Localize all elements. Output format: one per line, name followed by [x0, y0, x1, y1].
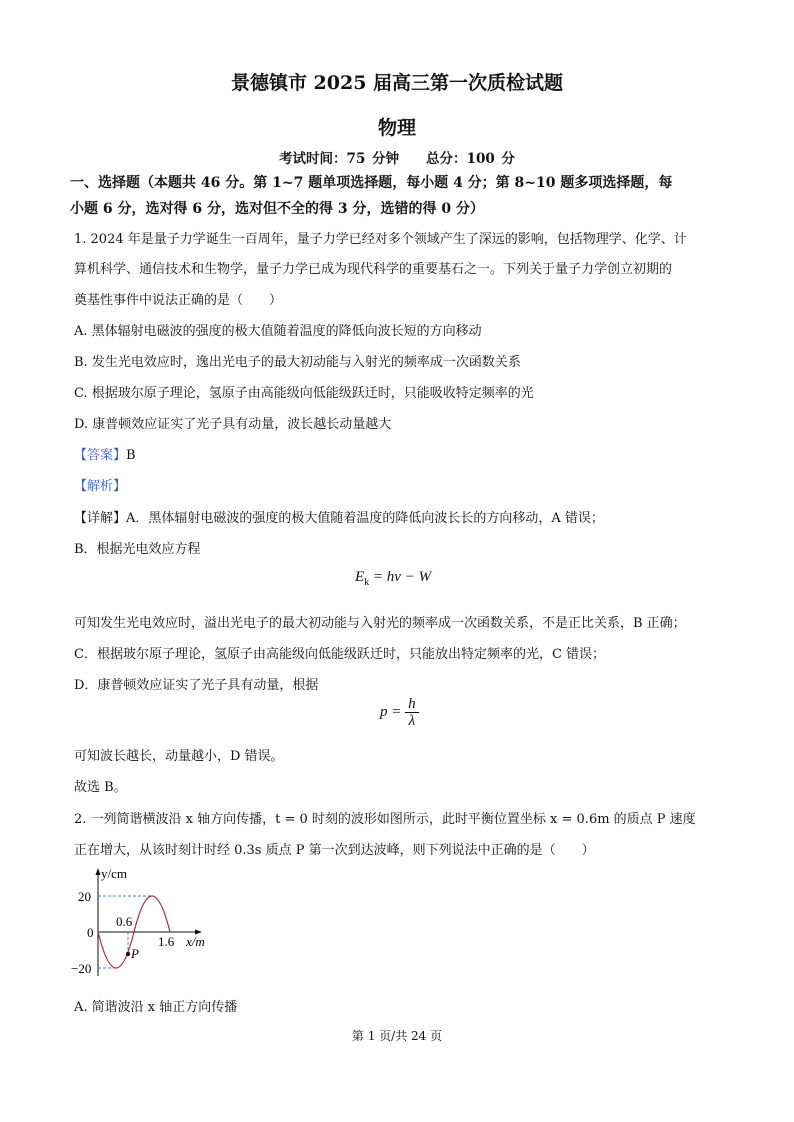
eq1-lhs: E	[355, 569, 365, 585]
detail-d2: 可知波长越长，动量越小，D 错误。	[74, 749, 284, 764]
detail-d: D．康普顿效应证实了光子具有动量，根据	[74, 678, 319, 693]
q1-stem-line1: 1. 2024 年是量子力学诞生一百周年，量子力学已经对多个领域产生了深远的影响，包括物理学、化学、计	[74, 232, 687, 247]
eq2-fraction	[405, 696, 419, 729]
equation-momentum	[380, 696, 419, 729]
eq1-subscript: k	[364, 577, 370, 588]
x-axis-label: x/m	[186, 934, 205, 949]
q1-stem-line2: 算机科学、通信技术和生物学，量子力学已成为现代科学的重要基石之一。下列关于量子力学创立初期的	[74, 262, 673, 277]
conclusion: 故选 B。	[74, 780, 127, 795]
detail-a: A．黑体辐射电磁波的强度的极大值随着温度的降低向波长长的方向移动，A 错误；	[126, 511, 604, 526]
eq1-rhs: = hν − W	[369, 569, 432, 585]
q2-option-a: A. 简谐波沿 x 轴正方向传播	[74, 1000, 238, 1015]
answer-label: 【答案】	[74, 448, 127, 463]
q1-option-b: B. 发生光电效应时，逸出光电子的最大初动能与入射光的频率成一次函数关系	[74, 355, 521, 370]
detail-label: 【详解】	[74, 511, 127, 526]
answer-row	[74, 444, 136, 463]
q1-option-d: D. 康普顿效应证实了光子具有动量，波长越长动量越大	[74, 417, 392, 432]
detail-c: C．根据玻尔原子理论，氢原子由高能级向低能级跃迁时，只能放出特定频率的光，C 错误；	[74, 647, 606, 662]
y-max-label: 20	[78, 889, 91, 904]
answer-value: B	[126, 448, 136, 463]
equation-photoelectric	[355, 569, 431, 588]
subject-title: 物理	[377, 117, 416, 139]
point-p	[126, 952, 130, 956]
point-p-label: P	[131, 946, 139, 961]
eq2-lhs: p =	[380, 704, 406, 720]
x-mark-1.6: 1.6	[158, 934, 175, 949]
x-mark-0.6: 0.6	[116, 914, 133, 929]
y-min-label: −20	[71, 961, 92, 976]
exam-title: 景德镇市 2025 届高三第一次质检试题	[230, 72, 564, 94]
q1-option-c: C. 根据玻尔原子理论，氢原子由高能级向低能级跃迁时，只能吸收特定频率的光	[74, 386, 534, 401]
wave-figure	[70, 864, 220, 982]
q2-stem-line2: 正在增大，从该时刻计时经 0.3s 质点 P 第一次到达波峰，则下列说法中正确的是（ ）	[74, 843, 595, 858]
q1-option-a: A. 黑体辐射电磁波的强度的极大值随着温度的降低向波长短的方向移动	[74, 324, 482, 339]
origin-label: 0	[87, 925, 94, 940]
section-heading-line1: 一、选择题（本题共 46 分。第 1~7 题单项选择题，每小题 4 分；第 8~10 题多项选择题，每	[70, 175, 673, 191]
page-footer: 第 1 页/共 24 页	[351, 1029, 443, 1043]
analysis-label: 【解析】	[74, 479, 127, 494]
q2-stem-line1: 2. 一列简谐横波沿 x 轴方向传播，t = 0 时刻的波形如图所示，此时平衡位置坐标 x = 0.6m 的质点 P 速度	[74, 812, 696, 827]
eq2-numerator: h	[405, 696, 419, 713]
detail-b: B．根据光电效应方程	[74, 542, 201, 557]
section-heading-line2: 小题 6 分，选对得 6 分，选对但不全的得 3 分，选错的得 0 分）	[70, 201, 484, 217]
detail-a-row	[74, 507, 604, 526]
exam-info: 考试时间：75 分钟 总分：100 分	[279, 151, 515, 167]
y-axis-arrow-icon	[96, 868, 101, 875]
q1-stem-line3: 奠基性事件中说法正确的是（ ）	[74, 293, 283, 308]
y-axis-label: y/cm	[101, 866, 127, 881]
detail-b2: 可知发生光电效应时，溢出光电子的最大初动能与入射光的频率成一次函数关系，不是正比关系，B 正确；	[74, 616, 686, 631]
eq2-denominator: λ	[408, 713, 416, 729]
